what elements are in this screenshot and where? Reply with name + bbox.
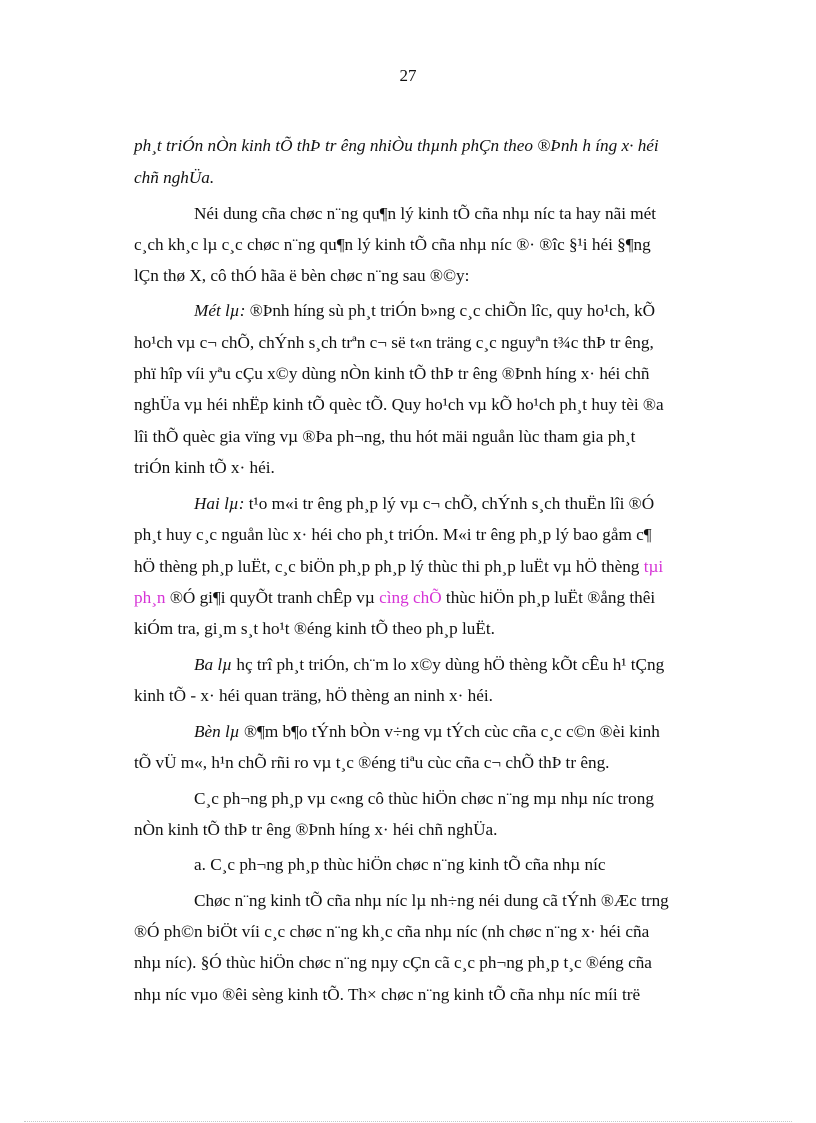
text-line: ph¸t huy c¸c nguån lùc x· héi cho ph¸t triÓn. M«i tr êng ph¸p lý bao gåm c¶ [134, 525, 652, 544]
text-run: ®Þnh híng sù ph¸t triÓn b»ng c¸c chiÕn lîc, quy ho¹ch, kÕ [249, 301, 656, 320]
text-line: lÇn thø X, cô thÓ hãa ë bèn chøc n¨ng sau ®©y: [134, 266, 470, 285]
text-line: nghÜa vµ héi nhËp kinh tÕ quèc tÕ. Quy ho¹ch vµ kÕ ho¹ch ph¸t huy tèi ®a [134, 395, 664, 414]
text-line: tÕ vÜ m«, h¹n chÕ rñi ro vµ t¸c ®éng tiªu cùc cña c¬ chÕ thÞ tr êng. [134, 753, 610, 772]
highlighted-term: tµi [643, 557, 664, 576]
text-line: c¸ch kh¸c lµ c¸c chøc n¨ng qu¶n lý kinh tÕ cña nhµ níc ®· ®îc §¹i héi §¶ng [134, 235, 651, 254]
text-line: kinh tÕ - x· héi quan träng, hÖ thèng an ninh x· héi. [134, 686, 493, 705]
text-line: lîi thÕ quèc gia vïng vµ ®Þa ph¬ng, thu hót mäi nguån lùc tham gia ph¸t [134, 427, 636, 446]
list-label: Hai lµ: [194, 494, 249, 513]
list-label: Bèn lµ [194, 722, 244, 741]
text-line [134, 557, 663, 577]
text-line: ho¹ch vµ c¬ chÕ, chÝnh s¸ch trªn c¬ së t«n träng c¸c nguyªn t¾c thÞ tr êng, [134, 333, 654, 352]
text-line [194, 301, 655, 321]
text-run: ®¶m b¶o tÝnh bÒn v÷ng vµ tÝch cùc cña c¸c c©n ®èi kinh [244, 722, 660, 741]
text-line: C¸c ph¬ng ph¸p vµ c«ng cô thùc hiÖn chøc n¨ng mµ nhµ níc trong [194, 789, 654, 808]
text-run: ®Ó gi¶i quyÕt tranh chÊp vµ [165, 588, 380, 607]
text-line: triÓn kinh tÕ x· héi. [134, 458, 275, 477]
text-line: chñ nghÜa. [134, 168, 215, 187]
text-line: kiÓm tra, gi¸m s¸t ho¹t ®éng kinh tÕ theo ph¸p luËt. [134, 619, 495, 638]
text-line: nhµ níc vµo ®êi sèng kinh tÕ. Th× chøc n¨ng kinh tÕ cña nhµ níc míi trë [134, 985, 641, 1004]
highlighted-term: ph¸n [134, 588, 166, 607]
section-heading: a. C¸c ph¬ng ph¸p thùc hiÖn chøc n¨ng kinh tÕ cña nhµ níc [194, 855, 606, 874]
text-line: nÒn kinh tÕ thÞ tr êng ®Þnh híng x· héi chñ nghÜa. [134, 820, 498, 839]
text-line [194, 722, 660, 742]
text-run: hç trî ph¸t triÓn, ch¨m lo x©y dùng hÖ thèng kÕt cÊu h¹ tÇng [236, 655, 665, 674]
text-line: ph¸t triÓn nÒn kinh tÕ thÞ tr êng nhiÒu thµnh phÇn theo ®Þnh h íng x· héi [134, 136, 659, 155]
text-line [134, 588, 655, 608]
footer-rule [24, 1121, 792, 1122]
text-run: hÖ thèng ph¸p luËt, c¸c biÖn ph¸p ph¸p lý thùc thi ph¸p luËt vµ hÖ thèng [134, 557, 644, 576]
text-line [194, 494, 654, 514]
text-run: thùc hiÖn ph¸p luËt ®ång thêi [441, 588, 656, 607]
text-line: nhµ níc). §Ó thùc hiÖn chøc n¨ng nµy cÇn cã c¸c ph¬ng ph¸p t¸c ®éng cña [134, 953, 652, 972]
text-line: ®Ó ph©n biÖt víi c¸c chøc n¨ng kh¸c cña nhµ níc (nh chøc n¨ng x· héi cña [134, 922, 650, 941]
list-label: Ba lµ [194, 655, 237, 674]
text-line: Chøc n¨ng kinh tÕ cña nhµ níc lµ nh÷ng néi dung cã tÝnh ®Æc trng [194, 891, 669, 910]
text-line: phï hîp víi yªu cÇu x©y dùng nÒn kinh tÕ thÞ tr êng ®Þnh híng x· héi chñ [134, 364, 650, 383]
text-line [194, 655, 664, 675]
text-run: t¹o m«i tr êng ph¸p lý vµ c¬ chÕ, chÝnh s¸ch thuËn lîi ®Ó [248, 494, 655, 513]
highlighted-term: cìng chÕ [379, 588, 442, 607]
page-number: 27 [399, 66, 417, 85]
text-line: Néi dung cña chøc n¨ng qu¶n lý kinh tÕ cña nhµ níc ta hay nãi mét [194, 204, 657, 223]
list-label: Mét lµ: [194, 301, 250, 320]
